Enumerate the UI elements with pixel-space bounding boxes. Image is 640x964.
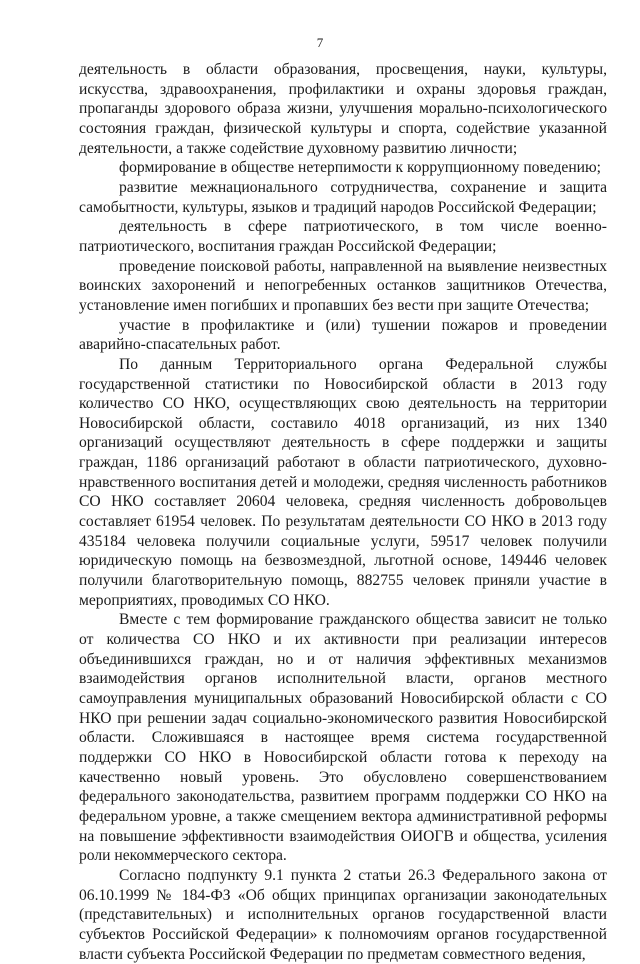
- paragraph-patriotic-education: деятельность в сфере патриотического, в том числе военно-патриотического, воспитания граждан Российской Федерации;: [79, 218, 607, 255]
- paragraph-fire-prevention: участие в профилактике и (или) тушении пожаров и проведении аварийно-спасательных работ.: [79, 316, 607, 354]
- paragraph-statistics: По данным Территориального органа Федеральной службы государственной статистики по Новосибирской области в 2013 году количество СО НКО, осуществляющих свою деятельность на территории Новосибирской области, составило 4018 организаций, из них 1340 организаций осуществляют деятельность в сфере поддержки и защиты граждан, 1186 организаций работают в области патриотического, духовно-нравственного воспитания детей и молодежи, средняя численность работников СО НКО составляет 20604 человека, средняя численность добровольцев составляет 61954 человек. По результатам деятельности СО НКО в 2013 году 435184 человека получили социальные услуги, 59517 человек получили юридическую помощь на безвозмездной, льготной основе, 149446 человек получили благотворительную помощь, 882755 человек приняли участие в мероприятиях, проводимых СО НКО.: [79, 355, 607, 609]
- page-number: 7: [316, 35, 324, 50]
- paragraph-civil-society: Вместе с тем формирование гражданского общества зависит не только от количества СО НКО и их активности при реализации интересов объединившихся граждан, но и от наличия эффективных механизмов взаимодействия органов исполнительной власти, органов местного самоуправления муниципальных образований Новосибирской области с СО НКО при решении задач социально-экономического развития Новосибирской области. Сложившаяся в настоящее время система государственной поддержки СО НКО в Новосибирской области готова к переходу на качественно новый уровень. Это обусловлено совершенствованием федерального законодательства, развитием программ поддержки СО НКО на федеральном уровне, а также смещением вектора административной реформы на повышение эффективности взаимодействия ОИОГВ и общества, усиления роли некоммерческого сектора.: [79, 611, 607, 865]
- paragraph-search-work: проведение поисковой работы, направленной на выявление неизвестных воинских захоронений и непогребенных останков защитников Отечества, установление имен погибших и пропавших без вести при защите Отечества;: [79, 257, 607, 314]
- paragraph-education-activity: деятельность в области образования, просвещения, науки, культуры, искусства, здравоохранения, профилактики и охраны здоровья граждан, пропаганды здорового образа жизни, улучшения морально-психологического состояния граждан, физической культуры и спорта, содействие указанной деятельности, а также содействие духовному развитию личности;: [79, 61, 607, 157]
- paragraph-anti-corruption: формирование в обществе нетерпимости к коррупционному поведению;: [119, 159, 601, 177]
- paragraph-interethnic-cooperation: развитие межнационального сотрудничества, сохранение и защита самобытности, культуры, языков и традиций народов Российской Федерации;: [79, 178, 607, 216]
- document-body: [79, 60, 607, 964]
- paragraph-federal-law: Согласно подпункту 9.1 пункта 2 статьи 26.3 Федерального закона от 06.10.1999 № 184-ФЗ «Об общих принципах организации законодательных (представительных) и исполнительных органов государственной власти субъектов Российской Федерации» к полномочиям органов государственной власти субъекта Российской Федерации по предметам совместного ведения,: [79, 866, 607, 963]
